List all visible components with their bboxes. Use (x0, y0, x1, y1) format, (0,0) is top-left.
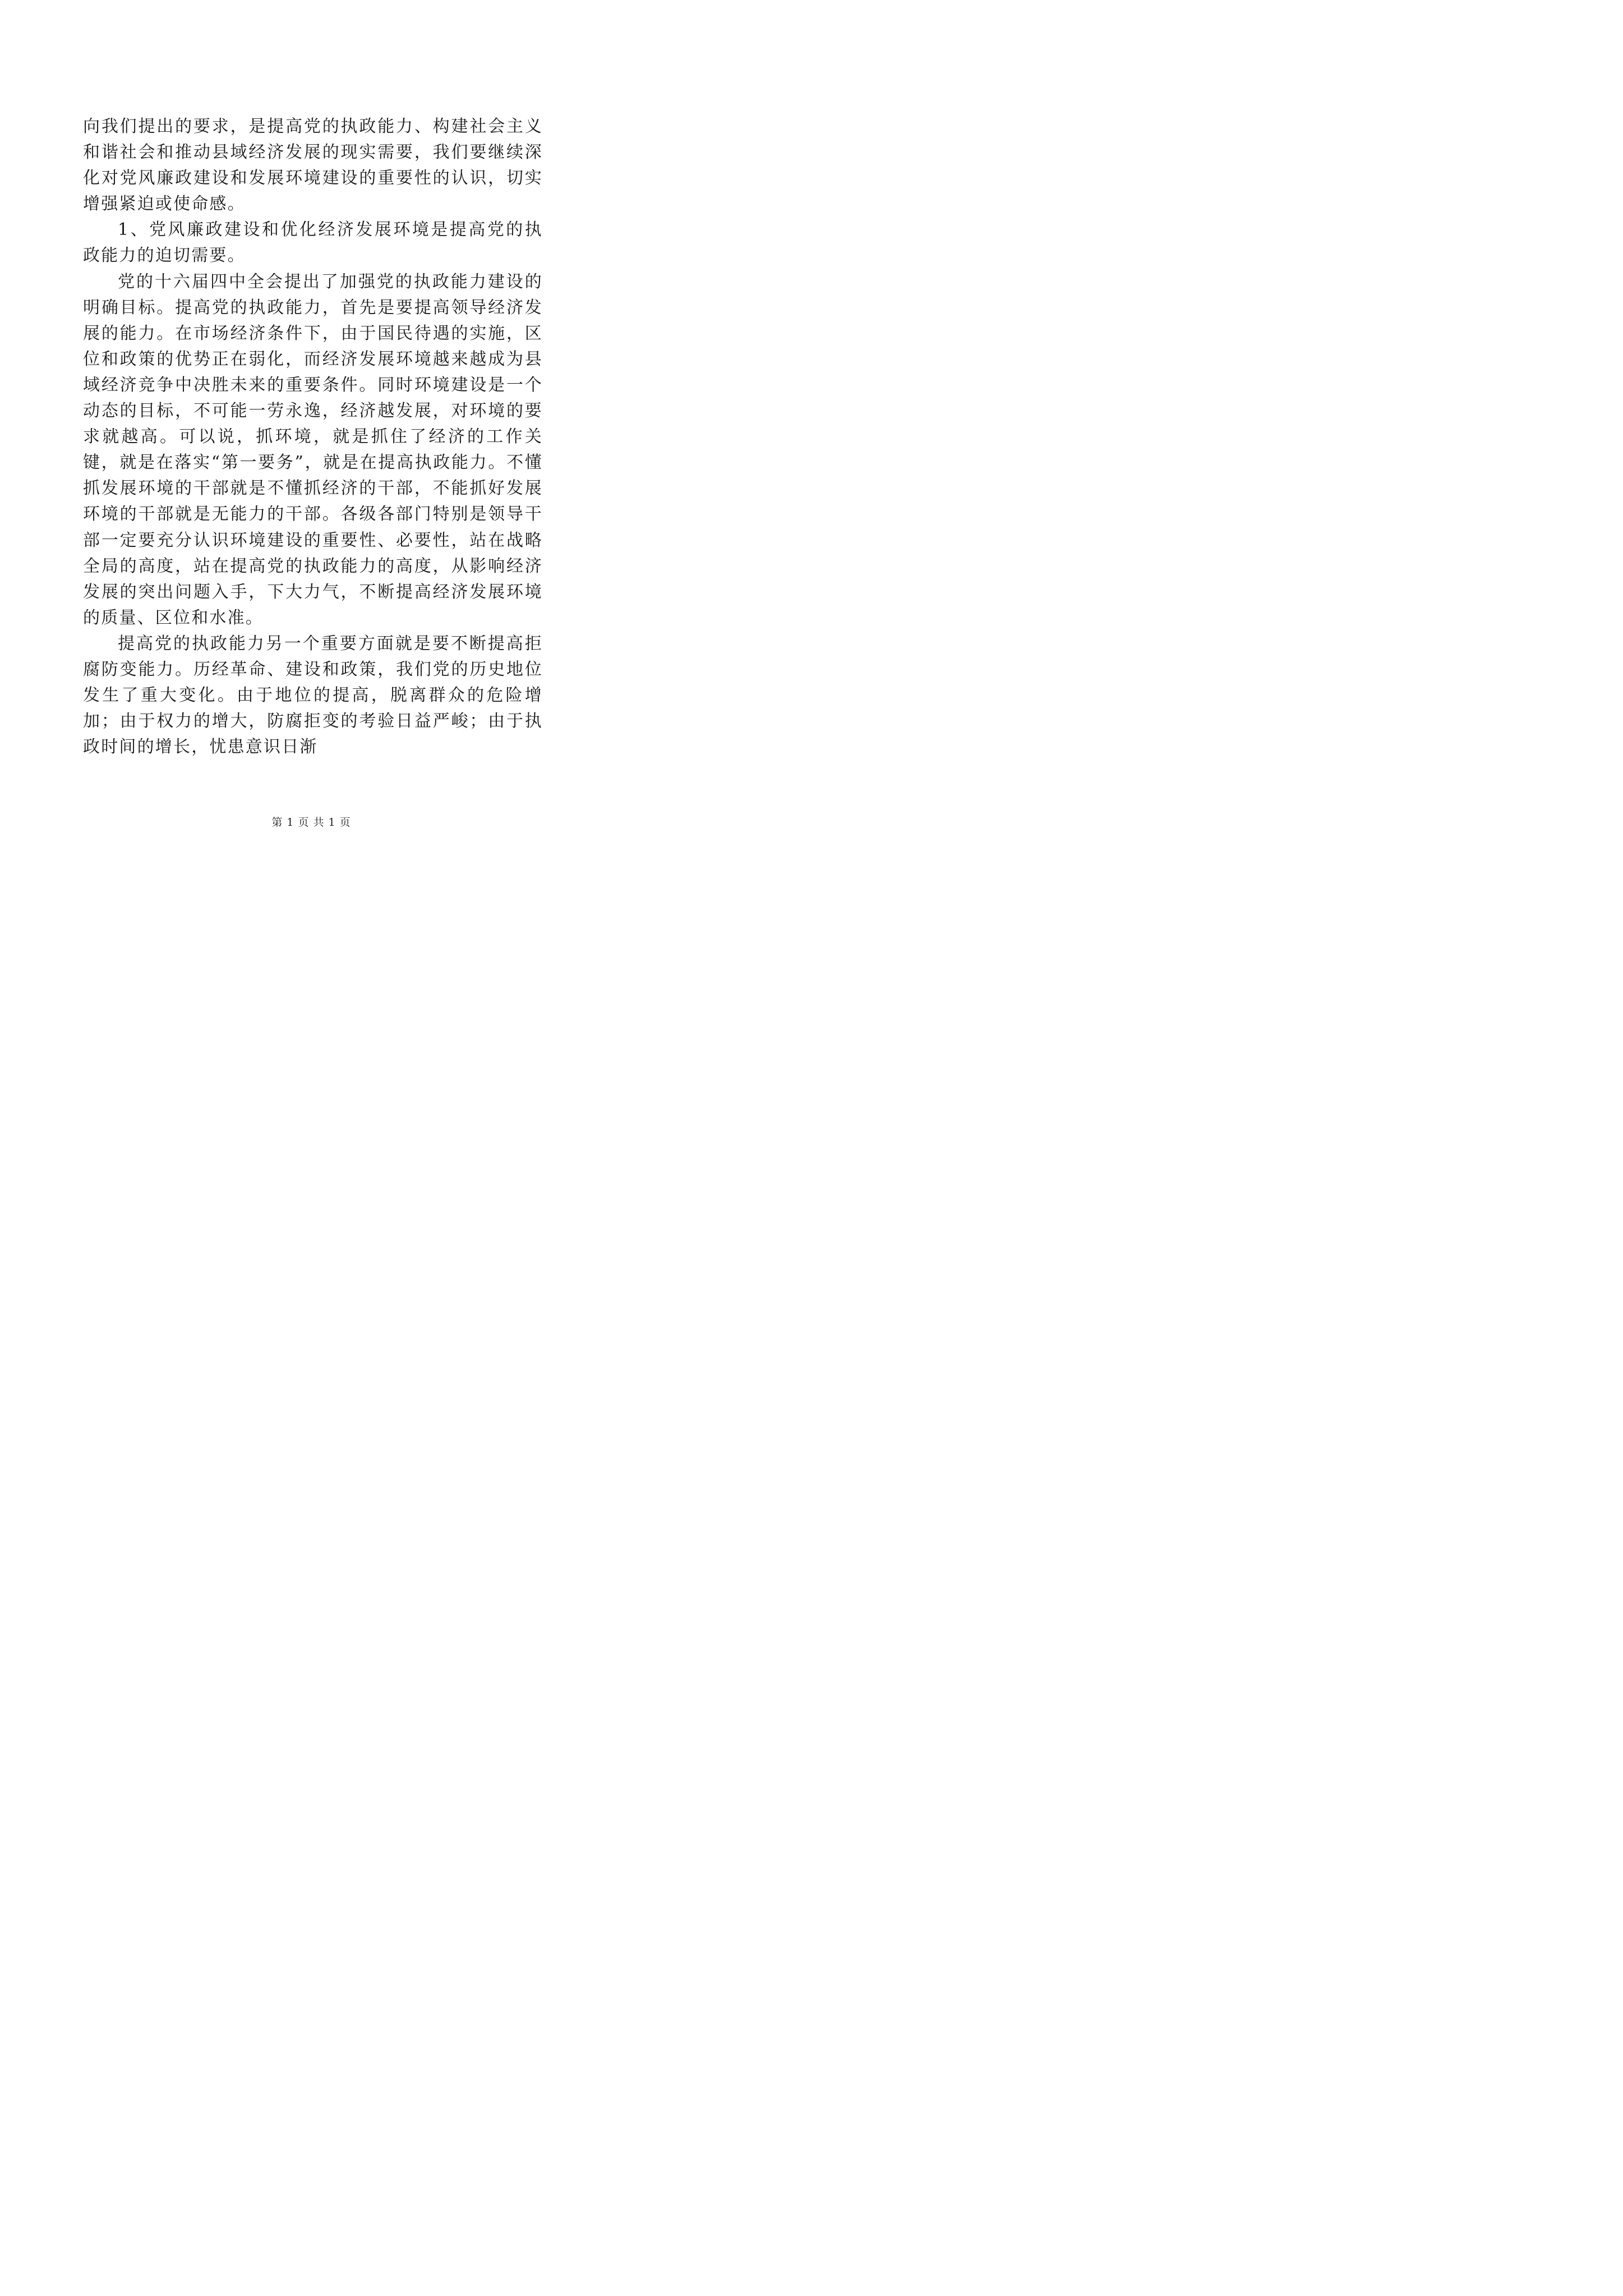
paragraph-4: 提高党的执政能力另一个重要方面就是要不断提高拒腐防变能力。历经革命、建设和政策，我们党的历史地位发生了重大变化。由于地位的提高，脱离群众的危险增加；由于权力的增大，防腐拒变的考验日益严峻；由于执政时间的增长，忧患意识日渐 (83, 633, 543, 757)
paragraph-3: 党的十六届四中全会提出了加强党的执政能力建设的明确目标。提高党的执政能力，首先是要提高领导经济发展的能力。在市场经济条件下，由于国民待遇的实施，区位和政策的优势正在弱化，而经济发展环境越来越成为县域经济竞争中决胜未来的重要条件。同时环境建设是一个动态的目标，不可能一劳永逸，经济越发展，对环境的要求就越高。可以说，抓环境，就是抓住了经济的工作关键，就是在落实“第一要务”，就是在提高执政能力。不懂抓发展环境的干部就是不懂抓经济的干部，不能抓好发展环境的干部就是无能力的干部。各级各部门特别是领导干部一定要充分认识环境建设的重要性、必要性，站在战略全局的高度，站在提高党的执政能力的高度，从影响经济发展的突出问题入手，下大力气，不断提高经济发展环境的质量、区位和水准。 (83, 272, 543, 628)
page-footer: 第 1 页 共 1 页 (271, 816, 351, 829)
paragraph-2: 1、党风廉政建设和优化经济发展环境是提高党的执政能力的迫切需要。 (83, 220, 543, 266)
document-body (83, 114, 543, 760)
document-page (0, 0, 623, 881)
paragraph-1: 向我们提出的要求，是提高党的执政能力、构建社会主义和谐社会和推动县域经济发展的现实需要，我们要继续深化对党风廉政建设和发展环境建设的重要性的认识，切实增强紧迫或使命感。 (83, 117, 543, 214)
